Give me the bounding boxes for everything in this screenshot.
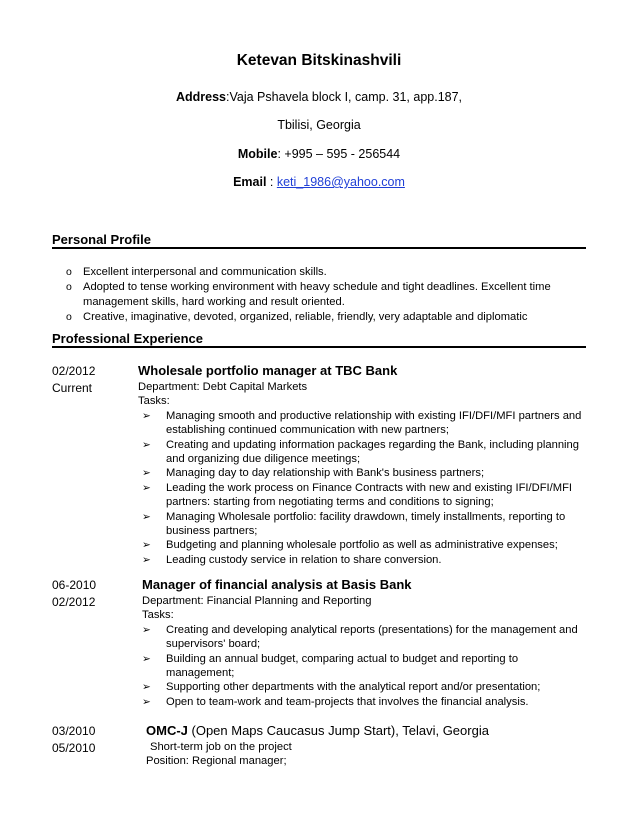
email-line: Email : keti_1986@yahoo.com <box>233 175 405 189</box>
task-item: ➢ Supporting other departments with the analytical report and/or presentation; <box>138 680 588 694</box>
date-from: 02/2012 <box>52 364 96 378</box>
mobile-line: Mobile: +995 – 595 - 256544 <box>237 147 401 161</box>
task-list <box>138 409 588 567</box>
job-dates <box>52 363 95 397</box>
job-dates <box>52 723 95 757</box>
profile-item: o Adopted to tense working environment with heavy schedule and tight deadlines. Excellent time management skills, hard working and result oriented. <box>66 280 596 310</box>
job-entry <box>146 722 588 769</box>
task-item: ➢ Open to team-work and team-projects that involves the financial analysis. <box>138 695 588 709</box>
section-divider <box>52 346 586 348</box>
section-divider <box>52 247 586 249</box>
task-item: ➢ Creating and updating information packages regarding the Bank, including planning and organizing due diligence meetings; <box>138 438 588 467</box>
profile-item: o Excellent interpersonal and communication skills. <box>66 265 596 280</box>
date-from: 03/2010 <box>52 724 96 738</box>
task-item: ➢ Managing smooth and productive relationship with existing IFI/DFI/MFI partners and establishing continued communication with new partners; <box>138 409 588 438</box>
job-note: Short-term job on the project <box>150 741 292 753</box>
date-to: 02/2012 <box>52 595 96 609</box>
address-city: Tbilisi, Georgia <box>277 118 361 132</box>
task-item: ➢ Managing Wholesale portfolio: facility drawdown, timely installments, reporting to business partners; <box>138 510 588 539</box>
date-to: Current <box>52 381 93 395</box>
date-from: 06-2010 <box>52 578 97 592</box>
section-title-experience: Professional Experience <box>52 331 204 346</box>
task-item: ➢ Creating and developing analytical reports (presentations) for the management and supervisors' board; <box>138 623 588 652</box>
task-item: ➢ Building an annual budget, comparing actual to budget and reporting to management; <box>138 652 588 681</box>
job-entry <box>142 576 588 709</box>
job-title: Manager of financial analysis at Basis Bank <box>142 577 412 592</box>
task-list <box>138 623 588 709</box>
job-entry <box>138 362 588 567</box>
email-link[interactable]: keti_1986@yahoo.com <box>276 175 405 189</box>
task-item: ➢ Leading the work process on Finance Contracts with new and existing IFI/DFI/MFI partners: starting from negotiating terms and conditions to signing; <box>138 481 588 510</box>
candidate-name: Ketevan Bitskinashvili <box>236 52 402 69</box>
email-label: Email <box>233 175 267 189</box>
tasks-label: Tasks: <box>142 609 174 622</box>
org-detail: (Open Maps Caucasus Jump Start), Telavi, Georgia <box>187 723 489 738</box>
profile-list <box>66 265 596 325</box>
job-title <box>146 722 588 740</box>
mobile-value: +995 – 595 - 256544 <box>284 147 401 161</box>
job-department: Department: Debt Capital Markets <box>138 381 308 393</box>
address-line: Address:Vaja Pshavela block I, camp. 31, app.187, <box>175 90 463 104</box>
job-department: Department: Financial Planning and Reporting <box>142 595 372 607</box>
date-to: 05/2010 <box>52 741 96 755</box>
address-label: Address <box>175 90 226 104</box>
task-item: ➢ Budgeting and planning wholesale portfolio as well as administrative expenses; <box>138 538 588 552</box>
task-item: ➢ Leading custody service in relation to share conversion. <box>138 553 588 567</box>
task-item: ➢ Managing day to day relationship with Bank's business partners; <box>138 466 588 480</box>
mobile-label: Mobile <box>237 147 278 161</box>
tasks-label: Tasks: <box>138 395 170 408</box>
job-position: Position: Regional manager; <box>146 755 287 768</box>
job-dates <box>52 577 96 611</box>
profile-item: o Creative, imaginative, devoted, organized, reliable, friendly, very adaptable and diplomatic <box>66 310 596 325</box>
section-title-profile: Personal Profile <box>52 232 151 247</box>
job-title: Wholesale portfolio manager at TBC Bank <box>138 363 398 378</box>
org-name: OMC-J <box>146 723 188 738</box>
address-value: Vaja Pshavela block I, camp. 31, app.187, <box>229 90 463 104</box>
